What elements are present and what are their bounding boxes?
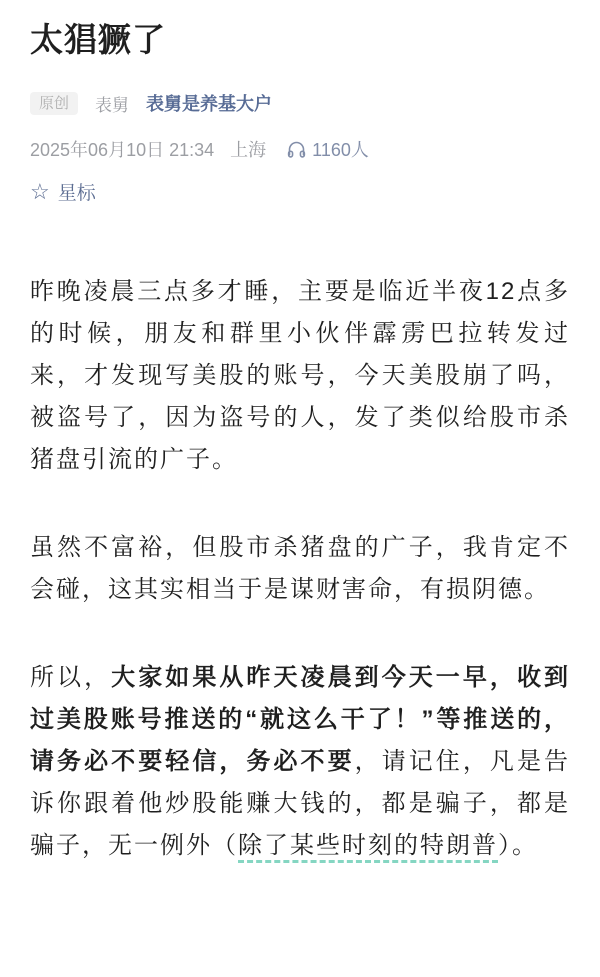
account-link[interactable]: 表舅是养基大户: [146, 94, 273, 114]
article-body: [30, 271, 570, 867]
publish-location: 上海: [230, 140, 267, 160]
listen-count-button[interactable]: [286, 136, 369, 162]
page-title: 太猖獗了: [30, 21, 166, 58]
original-badge: 原创: [30, 92, 78, 115]
paragraph-3-suffix: ）。: [498, 832, 538, 859]
paragraph-3-middle: ，请记住，凡是告诉你跟着他炒股能赚大钱的，都是骗子，都是骗子，无一例外（: [30, 748, 571, 859]
star-icon: ☆: [30, 178, 50, 204]
star-label: 星标: [57, 183, 96, 204]
star-button[interactable]: [30, 178, 96, 205]
publish-date: 2025年06月10日 21:34: [30, 140, 215, 160]
meta-row: [30, 90, 570, 116]
author-name[interactable]: 表舅: [95, 95, 130, 115]
paragraph-3-bold-warning: 大家如果从昨天凌晨到今天一早，收到过美股账号推送的“就这么干了！”等推送的，请务必不要轻信，务必不要: [30, 664, 571, 775]
paragraph-3-prefix: 所以，: [30, 664, 112, 691]
highlighted-keyword-link[interactable]: 除了某些时刻的特朗普: [238, 832, 498, 863]
paragraph-1: 昨晚凌晨三点多才睡，主要是临近半夜12点多的时候，朋友和群里小伙伴霹雳巴拉转发过来，才发现写美股的账号，今天美股崩了吗，被盗号了，因为盗号的人，发了类似给股市杀猪盘引流的广子。: [30, 278, 570, 473]
paragraph-3: [30, 657, 570, 867]
paragraph-2: 虽然不富裕，但股市杀猪盘的广子，我肯定不会碰，这其实相当于是谋财害命，有损阴德。: [30, 534, 570, 603]
listen-count-label: 1160人: [312, 140, 369, 160]
date-row: [30, 136, 570, 162]
headphones-icon: [286, 139, 307, 160]
